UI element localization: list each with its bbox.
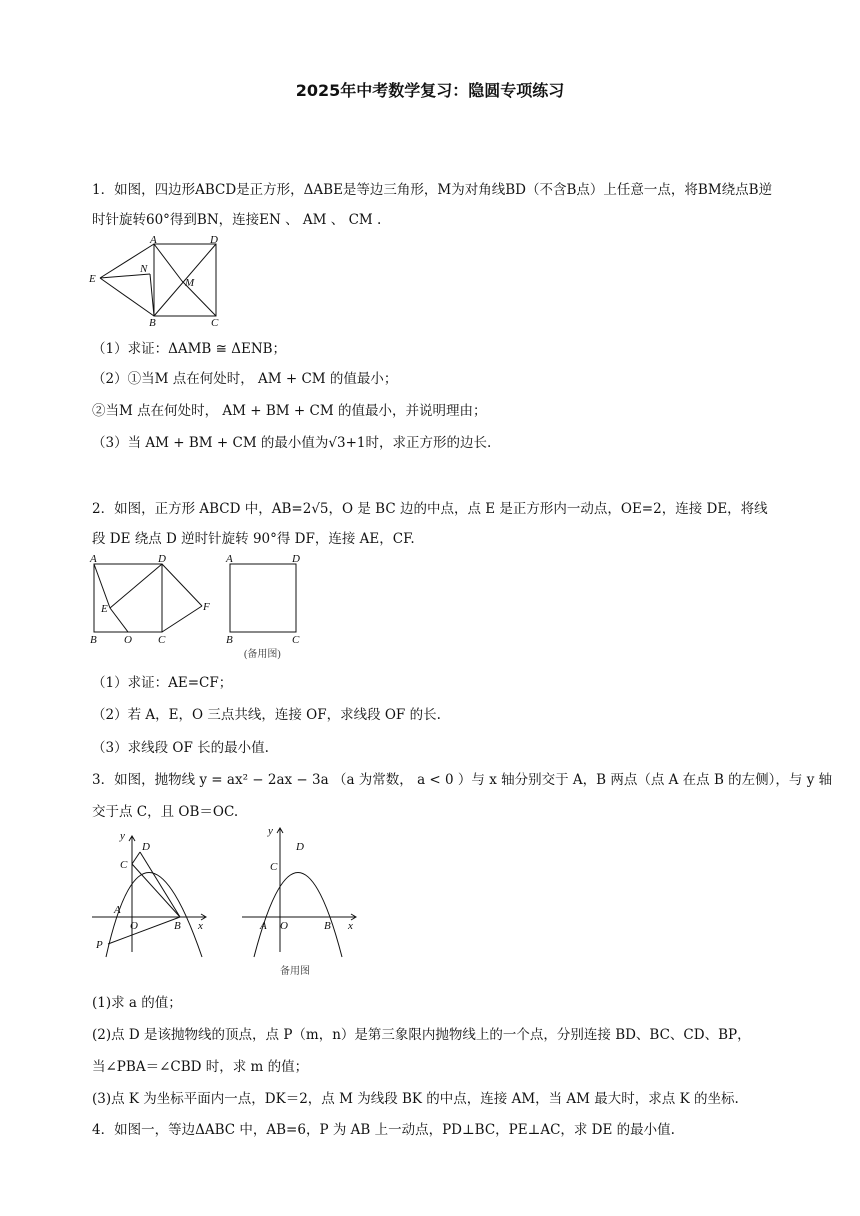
q1-fig-label-d: D	[210, 234, 218, 246]
q3-spare-label-o: O	[280, 920, 288, 932]
q1-part2b: ②当M 点在何处时， AM + BM + CM 的值最小，并说明理由；	[92, 403, 487, 419]
q1-stem-line2: 时针旋转60°得到BN，连接EN 、 AM 、 CM .	[92, 212, 382, 228]
q1-part3: （3）当 AM + BM + CM 的最小值为√3+1时，求正方形的边长.	[92, 435, 492, 451]
q3-part2b: 当∠PBA＝∠CBD 时，求 m 的值；	[92, 1059, 309, 1075]
q1-square-figure	[88, 234, 228, 326]
q2-stem-line1: 2．如图，正方形 ABCD 中，AB=2√5，O 是 BC 边的中点，点 E 是正方形内一动点，OE=2，连接 DE，将线	[92, 501, 768, 517]
q2-part1: （1）求证：AE=CF；	[92, 675, 233, 691]
q3-part1: (1)求 a 的值；	[92, 995, 182, 1011]
q3-spare-label-c: C	[270, 861, 278, 873]
q3-spare-label-x: x	[348, 920, 353, 932]
q3-parabola-figure	[88, 822, 212, 962]
q2-spare-label-c: C	[292, 634, 300, 646]
q3-spare-caption: 备用图	[280, 966, 310, 977]
q2-spare-label-b: B	[226, 634, 233, 646]
q3-stem-line2: 交于点 C，且 OB＝OC.	[92, 804, 239, 820]
q3-part2: (2)点 D 是该抛物线的顶点，点 P（m，n）是第三象限内抛物线上的一个点，分别连接 BD、BC、CD、BP，	[92, 1027, 751, 1043]
q2-fig-label-e: E	[101, 603, 108, 615]
q2-spare-figure	[222, 550, 312, 662]
q3-fig-label-d: D	[142, 841, 150, 853]
q3-fig-label-o: O	[130, 920, 138, 932]
q1-part2: （2）①当M 点在何处时， AM + CM 的值最小；	[92, 371, 398, 387]
q2-part2: （2）若 A，E，O 三点共线，连接 OF，求线段 OF 的长.	[92, 707, 441, 723]
q3-part3: (3)点 K 为坐标平面内一点，DK＝2，点 M 为线段 BK 的中点，连接 AM，当 AM 最大时，求点 K 的坐标.	[92, 1091, 739, 1107]
page-title: 2025年中考数学复习：隐圆专项练习	[295, 81, 565, 100]
q1-fig-label-e: E	[89, 273, 96, 285]
q3-spare-label-a: A	[260, 920, 267, 932]
q2-fig-label-a: A	[90, 553, 97, 565]
q1-fig-label-m: M	[185, 277, 195, 289]
q3-fig-label-a: A	[114, 904, 121, 916]
q3-fig-label-c: C	[120, 859, 128, 871]
q1-stem-line1: 1．如图，四边形ABCD是正方形，ΔABE是等边三角形，M为对角线BD（不含B点）上任意一点，将BM绕点B逆	[92, 182, 773, 198]
q1-fig-label-b: B	[149, 317, 156, 326]
q1-fig-label-n: N	[140, 263, 148, 275]
q2-spare-caption: (备用图)	[244, 649, 281, 660]
q3-spare-label-b: B	[324, 920, 331, 932]
q3-fig-label-x: x	[198, 920, 203, 932]
q3-fig-label-y: y	[120, 830, 125, 842]
q3-stem-line1: 3．如图，抛物线 y = ax² − 2ax − 3a （a 为常数， a < 0 ）与 x 轴分别交于 A，B 两点（点 A 在点 B 的左侧），与 y 轴	[92, 772, 833, 788]
q4-stem-line1: 4．如图一，等边ΔABC 中，AB=6，P 为 AB 上一动点，PD⊥BC，PE⊥AC，求 DE 的最小值.	[92, 1122, 675, 1138]
q1-part1: （1）求证：ΔAMB ≅ ΔENB；	[92, 341, 287, 357]
q2-fig-label-d: D	[158, 553, 166, 565]
q2-stem-line2: 段 DE 绕点 D 逆时针旋转 90°得 DF，连接 AE，CF.	[92, 531, 415, 547]
q3-spare-figure	[238, 822, 362, 982]
q3-spare-label-d: D	[296, 841, 304, 853]
q3-fig-label-p: P	[96, 939, 103, 951]
q2-spare-label-d: D	[292, 553, 300, 565]
q2-part3: （3）求线段 OF 长的最小值.	[92, 740, 269, 756]
q3-spare-label-y: y	[268, 825, 273, 837]
q2-fig-label-b: B	[90, 634, 97, 646]
q2-square-figure	[88, 550, 218, 646]
q2-fig-label-o: O	[124, 634, 132, 646]
q2-spare-label-a: A	[226, 553, 233, 565]
q1-fig-label-a: A	[150, 234, 157, 246]
q3-fig-label-b: B	[174, 920, 181, 932]
q2-fig-label-c: C	[158, 634, 166, 646]
q1-fig-label-c: C	[211, 317, 219, 326]
q2-fig-label-f: F	[203, 601, 210, 613]
